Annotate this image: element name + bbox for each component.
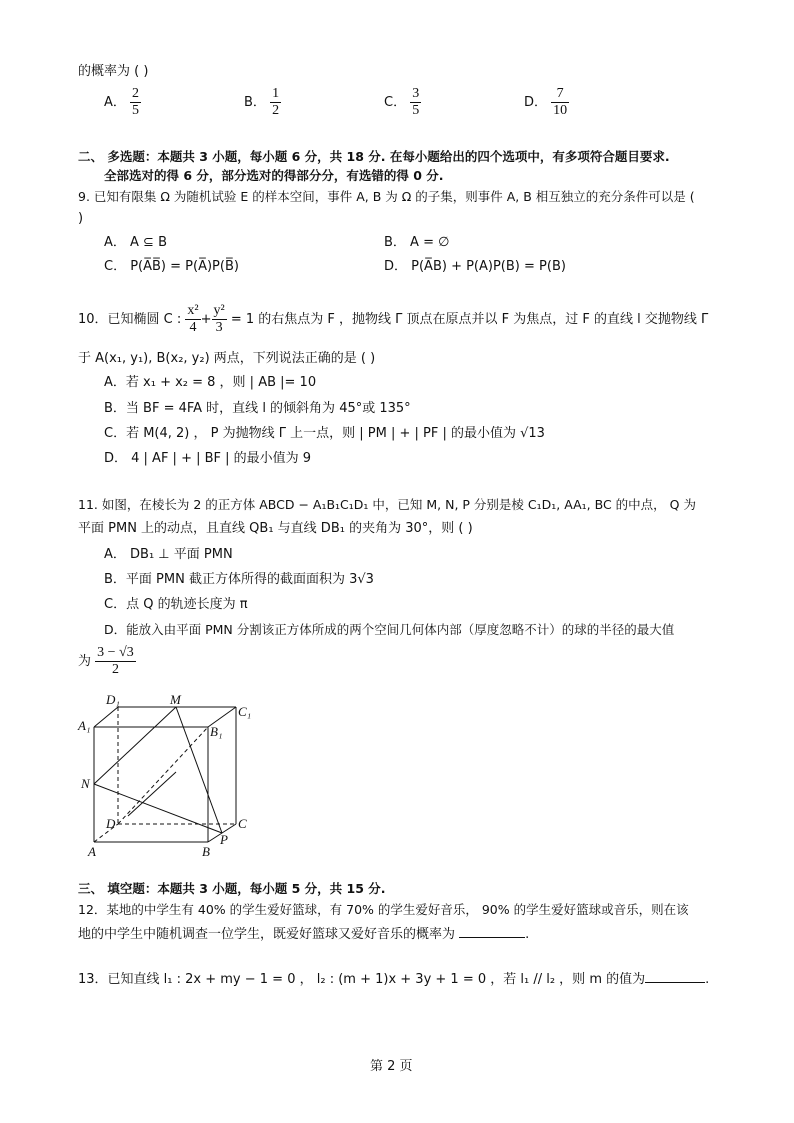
page-number: 第 2 页 xyxy=(370,1059,413,1074)
q8-tail: 的概率为 ( ) xyxy=(78,64,149,79)
q12-line2: 地的中学生中随机调查一位学生，既爱好篮球又爱好音乐的概率为 . xyxy=(78,927,530,942)
q11-option-a: A． DB₁ ⊥ 平面 PMN xyxy=(104,547,233,562)
q11-option-d-cont: 为 $\frac{3 - √3}{2}$ xyxy=(78,645,134,677)
q11-stem-line1: 11. 如图，在棱长为 2 的正方体 ABCD − A₁B₁C₁D₁ 中，已知 M, N, P 分别是棱 C₁D₁, AA₁, BC 的中点， Q 为 xyxy=(78,497,696,512)
line-db1 xyxy=(118,727,208,824)
q10-stem-line1: 10．已知椭圆 C : $\frac{\text{x²}}{4}$ + $\frac{\text{y²}}{3}$ = 1 的右焦点为 F ，抛物线 Γ 顶点在原点并以 F 为焦点，过 F 的直线 l 交抛物线 Γ xyxy=(78,303,709,335)
cube-figure xyxy=(76,692,256,862)
label-c: C xyxy=(238,816,247,831)
fraction: $\frac{2}{5}$ xyxy=(132,86,140,118)
line-aux xyxy=(128,772,176,816)
fraction: $\frac{3 - √3}{2}$ xyxy=(97,645,134,677)
label-a: A xyxy=(88,844,96,859)
label-d1: D₁ xyxy=(106,692,120,707)
q9-option-c: C． P(A̅B̅) = P(A̅)P(B̅) xyxy=(104,259,239,274)
fraction: $\frac{3}{5}$ xyxy=(412,86,420,118)
q9-stem-cont: ) xyxy=(78,211,84,226)
answer-blank xyxy=(459,925,525,938)
label-d: D xyxy=(106,816,116,831)
q11-option-d: D．能放入由平面 PMN 分割该正方体所成的两个空间几何体内部（厚度忽略不计）的球的半径的最大值 xyxy=(104,622,675,637)
option-label: D． xyxy=(524,95,548,110)
fraction: $\frac{7}{10}$ xyxy=(553,86,568,118)
label-b: B xyxy=(202,844,210,859)
q12-line1: 12．某地的中学生有 40% 的学生爱好篮球，有 70% 的学生爱好音乐， 90% 的学生爱好篮球或音乐，则在该 xyxy=(78,902,689,917)
q11-stem-line2: 平面 PMN 上的动点，且直线 QB₁ 与直线 DB₁ 的夹角为 30°，则 ( ) xyxy=(78,521,473,536)
q8-option-b xyxy=(244,86,281,119)
q9-option-a: A． A ⊆ B xyxy=(104,235,167,250)
option-label: B． xyxy=(244,95,266,110)
q9-stem: 9. 已知有限集 Ω 为随机试验 E 的样本空间，事件 A, B 为 Ω 的子集，则事件 A, B 相互独立的充分条件可以是 ( xyxy=(78,189,695,204)
answer-blank xyxy=(645,970,705,983)
q10-stem-line2: 于 A(x₁, y₁), B(x₂, y₂) 两点，下列说法正确的是 ( ) xyxy=(78,351,376,366)
q8-option-d xyxy=(524,86,569,119)
q9-option-b: B． A = ∅ xyxy=(384,235,450,250)
label-b1: B₁ xyxy=(210,724,223,739)
section3-heading: 三、 填空题：本题共 3 小题，每小题 5 分，共 15 分. xyxy=(78,881,386,896)
section2-heading: 二、 多选题：本题共 3 小题，每小题 6 分，共 18 分. 在每小题给出的四个选项中，有多项符合题目要求. xyxy=(78,149,670,164)
line-mn xyxy=(94,707,176,784)
q10-option-c: C．若 M(4, 2) ， P 为抛物线 Γ 上一点，则 | PM | + | PF | 的最小值为 √13 xyxy=(104,426,545,441)
fraction: $\frac{1}{2}$ xyxy=(272,86,280,118)
option-label: A． xyxy=(104,95,126,110)
edge-a1d1 xyxy=(94,707,118,727)
q10-option-b: B．当 BF = 4FA 时，直线 l 的倾斜角为 45°或 135° xyxy=(104,401,411,416)
fraction: $\frac{\text{y²}}{3}$ xyxy=(213,303,225,335)
q13-line: 13．已知直线 l₁ : 2x + my − 1 = 0 ， l₂ : (m + 1)x + 3y + 1 = 0 ，若 l₁ // l₂ ，则 m 的值为 . xyxy=(78,972,710,987)
q9-option-d: D． P(A̅B) + P(A)P(B) = P(B) xyxy=(384,259,566,274)
label-n: N xyxy=(81,776,90,791)
option-label: C． xyxy=(384,95,407,110)
section2-heading-cont: 全部选对的得 6 分，部分选对的得部分分，有选错的得 0 分. xyxy=(104,168,444,183)
label-a1: A₁ xyxy=(78,718,91,733)
q8-option-c xyxy=(384,86,421,119)
q11-option-b: B．平面 PMN 截正方体所得的截面面积为 3√3 xyxy=(104,572,374,587)
label-m: M xyxy=(170,692,181,707)
q10-option-a: A．若 x₁ + x₂ = 8 ，则 | AB |= 10 xyxy=(104,375,317,390)
fraction: $\frac{\text{x²}}{4}$ xyxy=(187,303,199,335)
q11-option-c: C．点 Q 的轨迹长度为 π xyxy=(104,597,248,612)
label-c1: C₁ xyxy=(238,704,252,719)
q8-option-a xyxy=(104,86,141,119)
q10-option-d: D． 4 | AF | + | BF | 的最小值为 9 xyxy=(104,451,312,466)
label-p: P xyxy=(220,832,228,847)
